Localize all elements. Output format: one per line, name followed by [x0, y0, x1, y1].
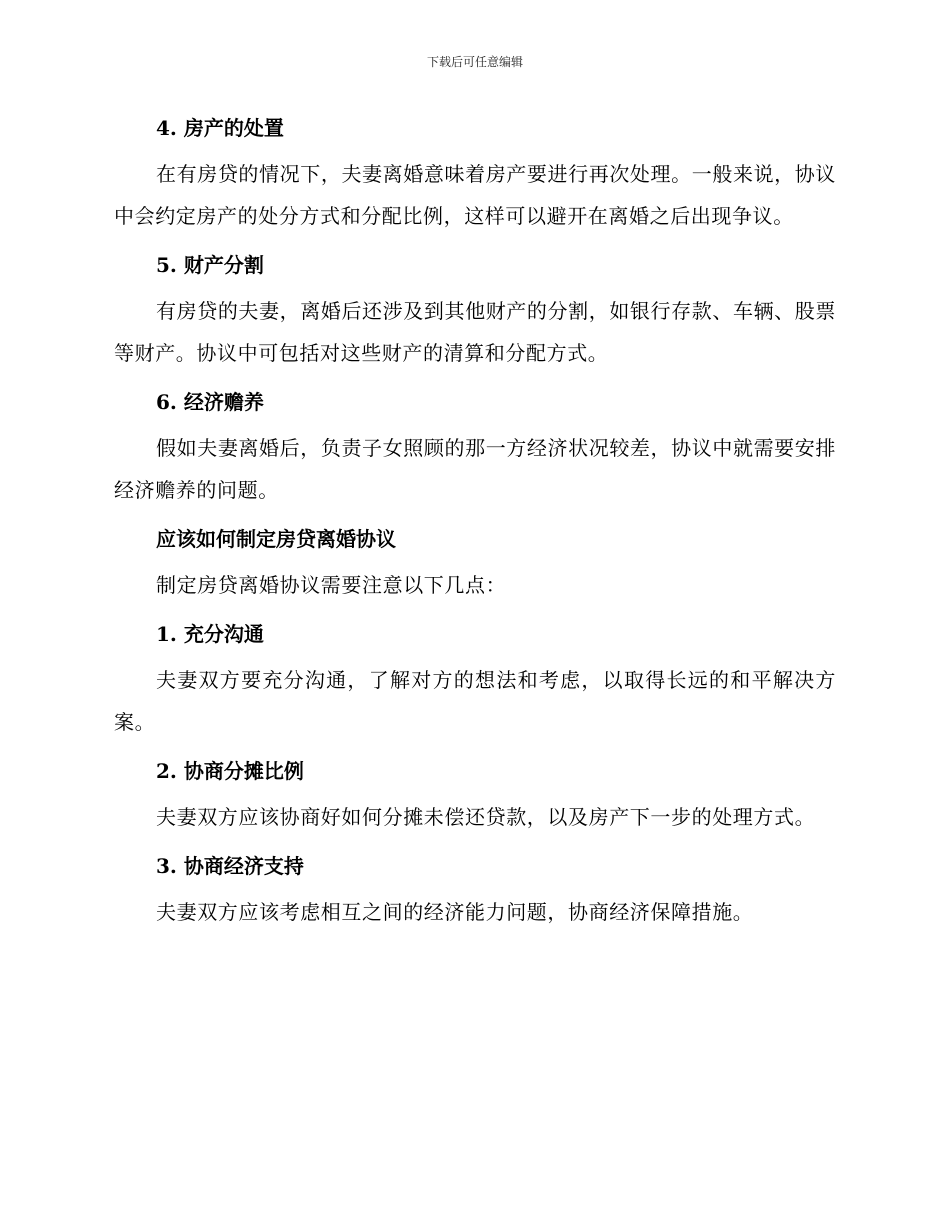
- paragraph-how-to-draft-intro: 制定房贷离婚协议需要注意以下几点：: [156, 573, 507, 597]
- section-heading-asset-division: 5. 财产分割: [156, 253, 264, 277]
- paragraph-communication: 夫妻双方要充分沟通，了解对方的想法和考虑，以取得长远的和平解决方案。: [114, 668, 836, 734]
- page-header: 下载后可任意编辑: [426, 55, 523, 69]
- section-heading-communication: 1. 充分沟通: [156, 622, 264, 646]
- section-heading-how-to-draft: 应该如何制定房贷离婚协议: [156, 527, 396, 551]
- section-heading-financial-support: 6. 经济赡养: [156, 390, 264, 414]
- paragraph-property-disposal: 在有房贷的情况下，夫妻离婚意味着房产要进行再次处理。一般来说，协议中会约定房产的处分方式和分配比例，这样可以避开在离婚之后出现争议。: [114, 162, 836, 228]
- section-heading-property-disposal: 4. 房产的处置: [156, 116, 284, 140]
- paragraph-economic-support: 夫妻双方应该考虑相互之间的经济能力问题，协商经济保障措施。: [156, 900, 754, 924]
- paragraph-financial-support: 假如夫妻离婚后，负责子女照顾的那一方经济状况较差，协议中就需要安排经济赡养的问题。: [114, 436, 836, 502]
- paragraph-asset-division: 有房贷的夫妻，离婚后还涉及到其他财产的分割，如银行存款、车辆、股票等财产。协议中可包括对这些财产的清算和分配方式。: [114, 299, 836, 365]
- section-heading-economic-support: 3. 协商经济支持: [156, 854, 304, 878]
- section-heading-share-ratio: 2. 协商分摊比例: [156, 759, 304, 783]
- paragraph-share-ratio: 夫妻双方应该协商好如何分摊未偿还贷款，以及房产下一步的处理方式。: [156, 805, 816, 829]
- document-body: [114, 104, 836, 937]
